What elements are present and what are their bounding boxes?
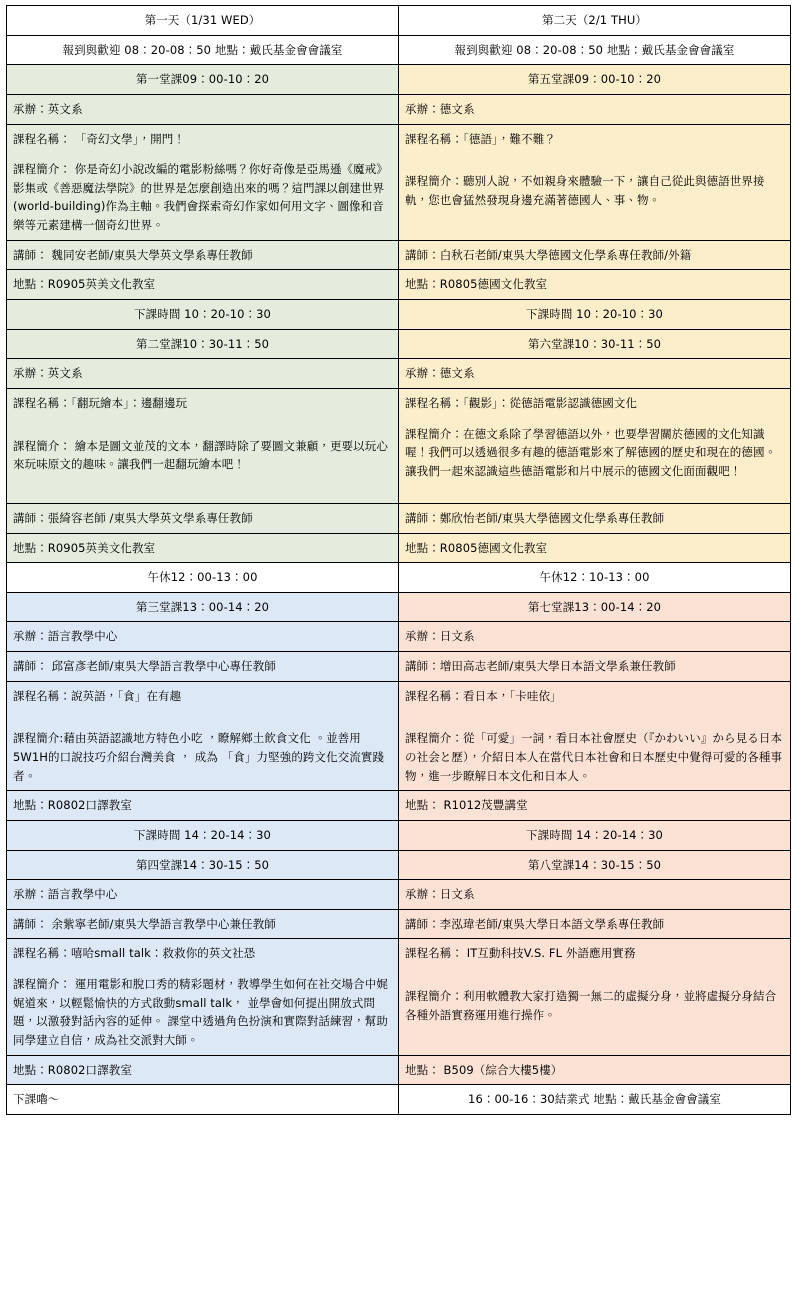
table-row-lunch-break bbox=[7, 563, 791, 593]
table-row-period2-content bbox=[7, 388, 791, 503]
day2-lunch-break: 午休12：10-13：00 bbox=[399, 563, 791, 593]
day1-period1-break: 下課時間 10：20-10：30 bbox=[7, 299, 399, 329]
table-row-period1-lecturer bbox=[7, 240, 791, 270]
day2-period2-host: 承辦：德文系 bbox=[399, 359, 791, 389]
day1-period1-content bbox=[7, 124, 399, 240]
day1-period3-course-intro: 課程簡介:藉由英語認識地方特色小吃 ，瞭解鄉土飲食文化 。並善用5W1H的口說技巧介紹台灣美食 ， 成為 「食」力堅強的跨文化交流實踐者。 bbox=[13, 731, 385, 783]
spacer bbox=[405, 148, 784, 160]
spacer bbox=[405, 975, 784, 987]
day1-period3-host: 承辦：語言教學中心 bbox=[7, 622, 399, 652]
day2-period1-course-name: 課程名稱：「德語」，難不難？ bbox=[405, 131, 556, 146]
day1-period3-lecturer: 講師： 邱富彥老師/東吳大學語言教學中心專任教師 bbox=[7, 652, 399, 682]
day1-period2-lecturer: 講師：張綺容老師 /東吳大學英文學系專任教師 bbox=[7, 503, 399, 533]
day1-period4-content bbox=[7, 939, 399, 1055]
day1-period3-break: 下課時間 14：20-14：30 bbox=[7, 820, 399, 850]
spacer bbox=[13, 148, 392, 160]
day2-period2-course-intro: 課程簡介：在德文系除了學習德語以外，也要學習關於德國的文化知識喔！我們可以透過很多有趣的德語電影來了解德國的歷史和現在的德國。讓我們一起來認識這些德語電影和片中展示的德國文化面面觀吧！ bbox=[405, 426, 777, 478]
day2-period2-slot: 第六堂課10：30-11：50 bbox=[399, 329, 791, 359]
day2-period4-host: 承辦：日文系 bbox=[399, 880, 791, 910]
day2-period3-host: 承辦：日文系 bbox=[399, 622, 791, 652]
day1-period2-host: 承辦：英文系 bbox=[7, 359, 399, 389]
table-row-period3-break bbox=[7, 820, 791, 850]
day2-period3-lecturer: 講師：增田高志老師/東吳大學日本語文學系兼任教師 bbox=[399, 652, 791, 682]
day1-period2-location: 地點：R0905英美文化教室 bbox=[7, 533, 399, 563]
day2-checkin: 報到與歡迎 08：20-08：50 地點：戴氏基金會會議室 bbox=[399, 35, 791, 65]
table-row-period1-break bbox=[7, 299, 791, 329]
day1-footer: 下課嚕～ bbox=[7, 1085, 399, 1115]
day1-header: 第一天（1/31 WED） bbox=[7, 6, 399, 36]
day1-period1-lecturer: 講師： 魏同安老師/東吳大學英文學系專任教師 bbox=[7, 240, 399, 270]
day2-period2-lecturer: 講師：鄭欣怡老師/東吳大學德國文化學系專任教師 bbox=[399, 503, 791, 533]
day2-period4-lecturer: 講師：李泓瑋老師/東吳大學日本語文學系專任教師 bbox=[399, 909, 791, 939]
spacer bbox=[13, 705, 392, 717]
day1-period4-course-intro: 課程簡介： 運用電影和脫口秀的精彩題材，教導學生如何在社交場合中娓娓道來，以輕鬆愉快的方式啟動small talk， 並學會如何提出開放式問題，以激發對話內容的延伸。 課堂中透過角色扮演和實際對話練習，幫助同學建立自信，成為社交派對大師。 bbox=[13, 977, 388, 1047]
spacer bbox=[405, 705, 784, 717]
table-row-period1-host bbox=[7, 94, 791, 124]
day1-period3-content bbox=[7, 681, 399, 791]
table-row-period4-lecturer bbox=[7, 909, 791, 939]
day2-period3-course-intro: 課程簡介：從「可愛」一詞，看日本社會歷史（『かわいい』から見る日本の社会と歷），介紹日本人在當代日本社會和日本歷史中覺得可愛的各種事物，進一步瞭解日本文化和日本人。 bbox=[405, 731, 783, 783]
spacer bbox=[405, 160, 784, 172]
day2-period1-content bbox=[399, 124, 791, 240]
day2-period2-course-name: 課程名稱：「觀影」：從德語電影認識德國文化 bbox=[405, 395, 638, 410]
table-row-period2-slot bbox=[7, 329, 791, 359]
table-row-period2-location bbox=[7, 533, 791, 563]
day1-checkin: 報到與歡迎 08：20-08：50 地點：戴氏基金會會議室 bbox=[7, 35, 399, 65]
spacer bbox=[405, 717, 784, 729]
table-row-period1-location bbox=[7, 270, 791, 300]
day1-period4-slot: 第四堂課14：30-15：50 bbox=[7, 850, 399, 880]
day1-period4-lecturer: 講師： 余紫寧老師/東吳大學語言教學中心兼任教師 bbox=[7, 909, 399, 939]
table-row-period1-slot bbox=[7, 65, 791, 95]
day2-period4-content bbox=[399, 939, 791, 1055]
day1-period2-content bbox=[7, 388, 399, 503]
day1-period2-course-intro: 課程簡介： 繪本是圖文並茂的文本，翻譯時除了要圖文兼顧，更要以玩心來玩味原文的趣味。讓我們一起翻玩繪本吧！ bbox=[13, 438, 388, 472]
spacer bbox=[13, 474, 392, 486]
table-row-period4-host bbox=[7, 880, 791, 910]
day1-period1-course-intro: 課程簡介： 你是奇幻小說改編的電影粉絲嗎？你好奇像是亞馬遜《魔戒》影集或《善惡魔法學院》的世界是怎麼創造出來的嗎？這門課以創建世界(world-building)作為主軸。我們會探索奇幻作家如何用文字、圖像和音樂等元素建構一個奇幻世界。 bbox=[13, 162, 388, 233]
day2-period2-content bbox=[399, 388, 791, 503]
day1-period3-course-name: 課程名稱：說英語，「食」在有趣 bbox=[13, 688, 182, 703]
day2-header: 第二天（2/1 THU） bbox=[399, 6, 791, 36]
day1-period1-slot: 第一堂課09：00-10：20 bbox=[7, 65, 399, 95]
day1-period3-slot: 第三堂課13：00-14：20 bbox=[7, 592, 399, 622]
day2-footer: 16：00-16：30結業式 地點：戴氏基金會會議室 bbox=[399, 1085, 791, 1115]
day2-period1-slot: 第五堂課09：00-10：20 bbox=[399, 65, 791, 95]
day1-period1-host: 承辦：英文系 bbox=[7, 94, 399, 124]
table-row-period3-host bbox=[7, 622, 791, 652]
table-row-period3-slot bbox=[7, 592, 791, 622]
table-row-checkin bbox=[7, 35, 791, 65]
day2-period1-host: 承辦：德文系 bbox=[399, 94, 791, 124]
day1-period2-course-name: 課程名稱：「翻玩繪本」：邊翻邊玩 bbox=[13, 395, 188, 410]
two-day-schedule-table bbox=[6, 5, 791, 1115]
spacer bbox=[405, 963, 784, 975]
day2-period4-slot: 第八堂課14：30-15：50 bbox=[399, 850, 791, 880]
day2-period2-location: 地點：R0805德國文化教室 bbox=[399, 533, 791, 563]
day2-period3-break: 下課時間 14：20-14：30 bbox=[399, 820, 791, 850]
day1-period2-slot: 第二堂課10：30-11：50 bbox=[7, 329, 399, 359]
day1-period1-course-name: 課程名稱： 「奇幻文學」，開門！ bbox=[13, 131, 186, 146]
table-row-period4-location bbox=[7, 1055, 791, 1085]
table-row-period4-slot bbox=[7, 850, 791, 880]
day1-period1-location: 地點：R0905英美文化教室 bbox=[7, 270, 399, 300]
table-row-period3-location bbox=[7, 791, 791, 821]
day2-period3-location: 地點： R1012茂豐講堂 bbox=[399, 791, 791, 821]
day2-period1-location: 地點：R0805德國文化教室 bbox=[399, 270, 791, 300]
day2-period1-lecturer: 講師：白秋石老師/東吳大學德國文化學系專任教師/外籍 bbox=[399, 240, 791, 270]
table-row-period2-lecturer bbox=[7, 503, 791, 533]
day2-period4-location: 地點： B509（綜合大樓5樓） bbox=[399, 1055, 791, 1085]
table-row-day-headers bbox=[7, 6, 791, 36]
table-row-period1-content bbox=[7, 124, 791, 240]
day2-period1-break: 下課時間 10：20-10：30 bbox=[399, 299, 791, 329]
day1-period3-location: 地點：R0802口譯教室 bbox=[7, 791, 399, 821]
spacer bbox=[13, 963, 392, 975]
table-row-period2-host bbox=[7, 359, 791, 389]
day1-period4-host: 承辦：語言教學中心 bbox=[7, 880, 399, 910]
day2-period3-course-name: 課程名稱：看日本，「卡哇依」 bbox=[405, 688, 562, 703]
day1-period4-location: 地點：R0802口譯教室 bbox=[7, 1055, 399, 1085]
day2-period3-content bbox=[399, 681, 791, 791]
day2-period4-course-intro: 課程簡介：利用軟體教大家打造獨一無二的虛擬分身，並將虛擬分身結合各種外語實務運用進行操作。 bbox=[405, 989, 777, 1022]
spacer bbox=[13, 425, 392, 437]
day1-period4-course-name: 課程名稱：嘻哈small talk：救救你的英文社恐 bbox=[13, 946, 256, 961]
table-row-period3-content bbox=[7, 681, 791, 791]
day2-period3-slot: 第七堂課13：00-14：20 bbox=[399, 592, 791, 622]
table-row-footer bbox=[7, 1085, 791, 1115]
table-row-period3-lecturer bbox=[7, 652, 791, 682]
day1-lunch-break: 午休12：00-13：00 bbox=[7, 563, 399, 593]
spacer bbox=[13, 486, 392, 498]
spacer bbox=[13, 412, 392, 424]
table-row-period4-content bbox=[7, 939, 791, 1055]
spacer bbox=[405, 412, 784, 424]
day2-period1-course-intro: 課程簡介：聽別人說，不如親身來體驗一下，讓自己從此與德語世界接軌，您也會猛然發現身邊充滿著德國人、事、物。 bbox=[405, 174, 765, 207]
day2-period4-course-name: 課程名稱： IT互動科技V.S. FL 外語應用實務 bbox=[405, 946, 636, 961]
spacer bbox=[13, 717, 392, 729]
